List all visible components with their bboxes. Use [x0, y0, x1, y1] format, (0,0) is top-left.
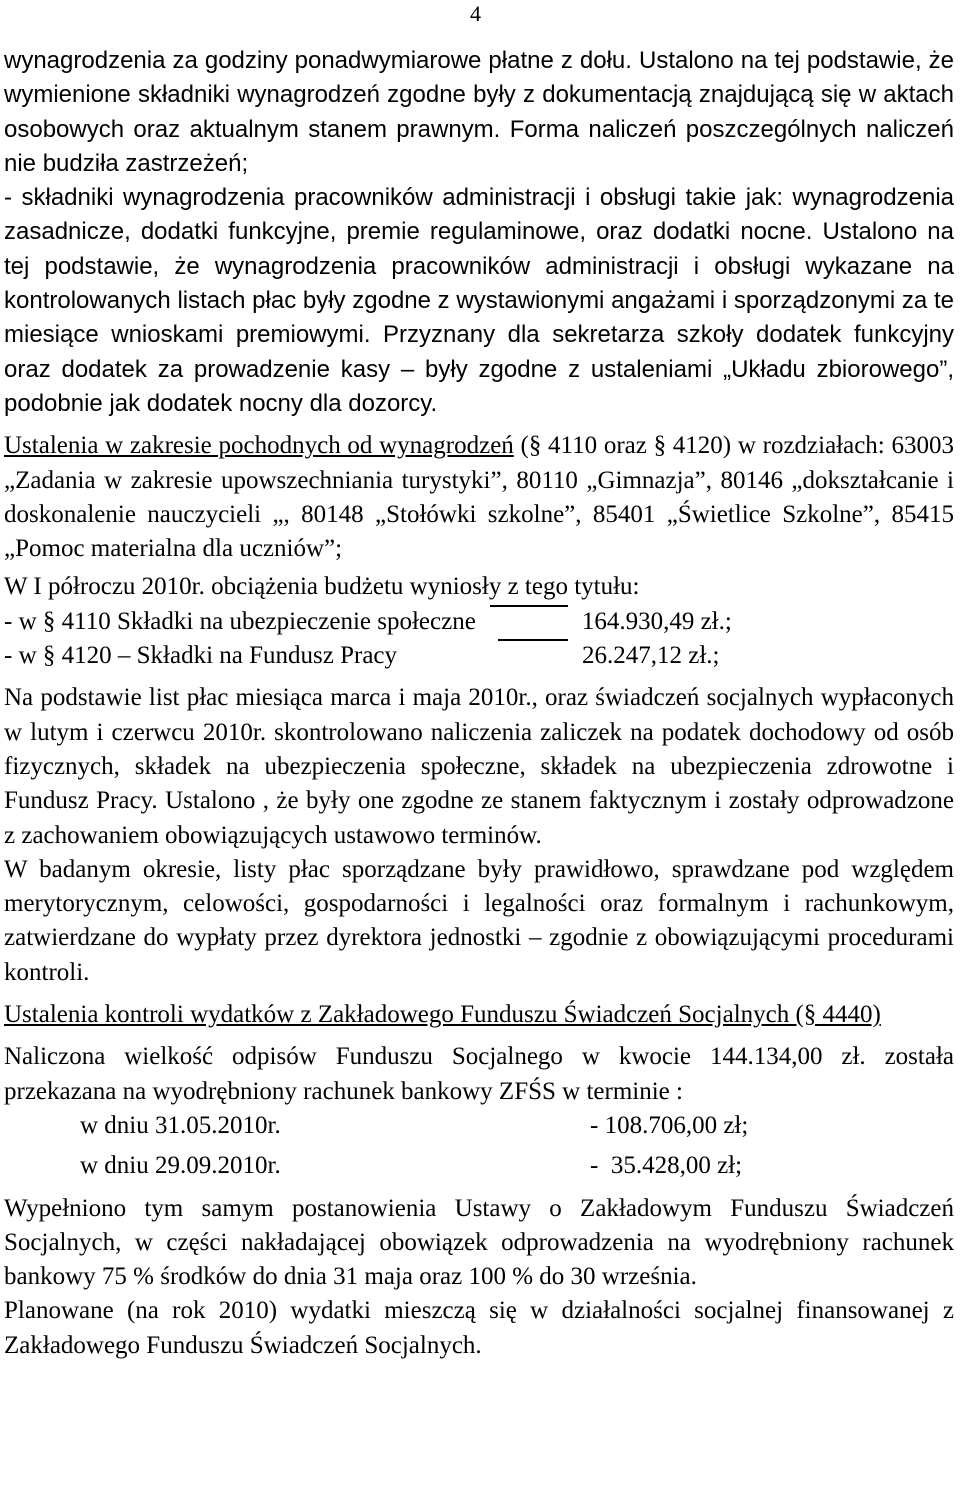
paragraph-odpisy-funduszu: Naliczona wielkość odpisów Funduszu Socjalnego w kwocie 144.134,00 zł. została przekazana na wyodrębniony rachunek bankowy ZFŚS w terminie : [4, 1043, 954, 1105]
section-zfss-heading: Ustalenia kontroli wydatków z Zakładowego Funduszu Świadczeń Socjalnych (§ 4440) [4, 1001, 881, 1029]
obciazenie-label: - w § 4110 Składki na ubezpieczenie społeczne [4, 607, 476, 635]
obciazenie-amount: 164.930,49 zł.; [581, 607, 732, 635]
section-pochodne-heading: Ustalenia w zakresie pochodnych od wynagrodzeń [4, 432, 514, 460]
paragraph-zaliczki-podatek: Na podstawie list płac miesiąca marca i maja 2010r., oraz świadczeń socjalnych wypłaconych w lutym i czerwcu 2010r. skontrolowano naliczenia zaliczek na podatek dochodowy od osób fizycznych, składek na ubezpieczenia społeczne, składek na ubezpieczenia zdrowotne i Fundusz Pracy. Ustalono , że były one zgodne ze stanem faktycznym i zostały odprowadzone z zachowaniem obowiązujących ustawowo terminów. [4, 684, 954, 849]
obciazenie-amount: 26.247,12 zł.; [582, 642, 720, 670]
obciazenia-intro: W I półroczu 2010r. obciążenia budżetu wyniosły z tego tytułu: [4, 573, 640, 601]
paragraph-listy-plac: W badanym okresie, listy płac sporządzane były prawidłowo, sprawdzane pod względem merytorycznym, celowości, gospodarności i legalności oraz formalnym i rachunkowym, zatwierdzane do wypłaty przez dyrektora jednostki – zgodnie z obowiązującymi procedurami kontroli. [4, 855, 954, 986]
section-pochodne-heading-tail: (§ 4110 oraz § 4120) w rozdziałach: 63003 „Zadania w zakresie upowszechniania turystyki”, 80110 „Gimnazja”, 80146 „dokształcanie i doskonalenie nauczycieli „, 80148 „Stołówki szkolne”, 85401 „Świetlice Szkolne”, 85415 „Pomoc materialna dla uczniów”; [4, 432, 954, 563]
transfer-date: w dniu 31.05.2010r. [80, 1111, 281, 1139]
transfer-row-1 [4, 1109, 954, 1143]
paragraph-skladniki-administracji: - składniki wynagrodzenia pracowników administracji i obsługi takie jak: wynagrodzenia zasadnicze, dodatki funkcyjne, premie regulaminowe, oraz dodatki nocne. Ustalono na tej podstawie, że wynagrodzenia pracowników administracji i obsługi wykazane na kontrolowanych listach płac były zgodne z wystawionymi angażami i sporządzonymi za te miesiące wnioskami premiowymi. Przyznany dla sekretarza szkoły dodatek funkcyjny oraz dodatek za prowadzenie kasy – były zgodne z ustaleniami „Układu zbiorowego”, podobnie jak dodatek nocny dla dozorcy. [4, 184, 954, 417]
transfer-row-2 [4, 1149, 954, 1183]
document-body [4, 44, 954, 1363]
paragraph-planowane-wydatki: Planowane (na rok 2010) wydatki mieszczą się w działalności socjalnej finansowanej z Zakładowego Funduszu Świadczeń Socjalnych. [4, 1297, 954, 1359]
page-number: 4 [470, 1, 481, 26]
paragraph-postanowienia-ustawy: Wypełniono tym samym postanowienia Ustawy o Zakładowym Funduszu Świadczeń Socjalnych, w części nakładającej obowiązek odprowadzenia na wyodrębniony rachunek bankowy 75 % środków do dnia 31 maja oraz 100 % do 30 września. [4, 1194, 954, 1291]
obciazenie-row-4110 [4, 605, 954, 639]
section-pochodne-paragraph [4, 429, 954, 566]
obciazenie-row-4120 [4, 639, 954, 673]
paragraph-wynagrodzenia-ponadwymiarowe: wynagrodzenia za godziny ponadwymiarowe płatne z dołu. Ustalono na tej podstawie, że wymienione składniki wynagrodzeń zgodne były z dokumentacją znajdującą się w aktach osobowych oraz aktualnym stanem prawnym. Forma naliczeń poszczególnych naliczeń nie budziła zastrzeżeń; [4, 47, 954, 177]
obciazenie-label: - w § 4120 – Składki na Fundusz Pracy [4, 642, 398, 670]
transfer-amount: - 108.706,00 zł; [590, 1111, 749, 1139]
dash-separator [490, 605, 568, 607]
dash-separator [498, 639, 568, 641]
transfer-amount: - 35.428,00 zł; [590, 1152, 743, 1180]
transfer-date: w dniu 29.09.2010r. [80, 1152, 281, 1180]
